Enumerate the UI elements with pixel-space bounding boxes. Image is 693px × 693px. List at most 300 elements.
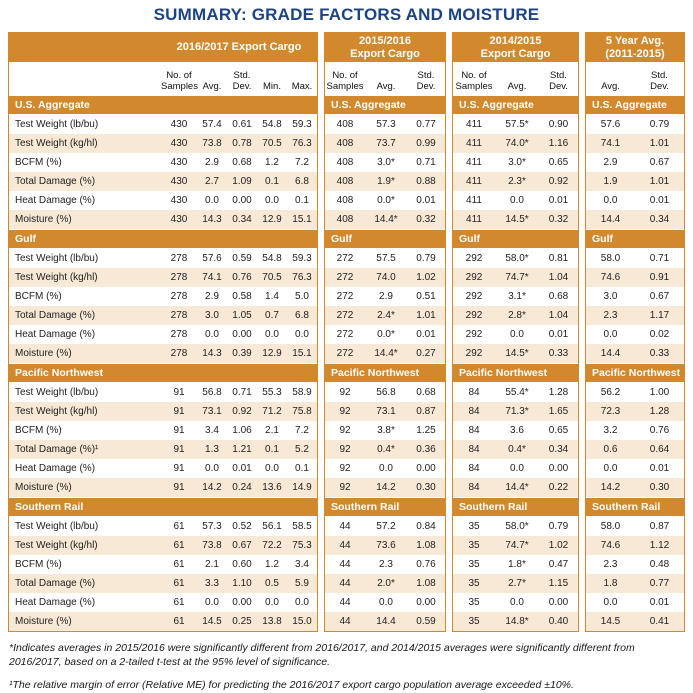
data-cell: 0.00 xyxy=(232,329,252,340)
data-cell: 2.3* xyxy=(508,176,526,187)
data-cell: 74.0* xyxy=(505,138,529,149)
data-cell: 0.60 xyxy=(232,559,252,570)
data-cell: 12.9 xyxy=(262,214,282,225)
table-row xyxy=(325,459,445,478)
data-cell: 0.40 xyxy=(548,616,569,627)
table-row xyxy=(325,421,445,440)
data-cell: 35 xyxy=(468,616,480,627)
data-cell: 0.64 xyxy=(649,444,670,455)
group-header-line: 2015/2016 xyxy=(359,34,411,47)
data-cell: 0.92 xyxy=(548,176,569,187)
data-cell: 1.17 xyxy=(649,310,670,321)
data-cell: 1.09 xyxy=(232,176,252,187)
row-label: Test Weight (kg/hl) xyxy=(15,138,98,149)
data-cell: 1.9* xyxy=(377,176,395,187)
data-cell: 0.61 xyxy=(232,119,252,130)
column-header-line: Avg. xyxy=(507,80,527,92)
table-row xyxy=(586,536,684,555)
data-cell: 0.0 xyxy=(295,329,309,340)
data-cell: 2.3 xyxy=(603,559,618,570)
data-cell: 1.16 xyxy=(548,138,569,149)
data-cell: 0.92 xyxy=(232,406,252,417)
table-row xyxy=(9,593,317,612)
section-header: U.S. Aggregate xyxy=(453,95,578,115)
column-header xyxy=(453,71,495,95)
data-cell: 73.8 xyxy=(202,540,222,551)
data-cell: 14.4 xyxy=(600,348,621,359)
data-cell: 1.28 xyxy=(548,387,569,398)
row-label: Test Weight (lb/bu) xyxy=(15,521,99,532)
data-cell: 74.7* xyxy=(505,272,529,283)
data-cell: 15.0 xyxy=(292,616,312,627)
table-row xyxy=(586,153,684,172)
table-row xyxy=(325,268,445,287)
data-cell: 56.8 xyxy=(376,387,396,398)
data-cell: 44 xyxy=(339,616,351,627)
data-cell: 84 xyxy=(468,444,480,455)
data-cell: 0.01 xyxy=(548,329,569,340)
column-header-line: Dev. xyxy=(549,80,568,92)
data-cell: 0.52 xyxy=(232,521,252,532)
data-cell: 92 xyxy=(339,387,351,398)
data-cell: 0.88 xyxy=(416,176,436,187)
data-cell: 0.59 xyxy=(232,253,252,264)
data-cell: 35 xyxy=(468,559,480,570)
data-cell: 0.81 xyxy=(548,253,569,264)
data-cell: 0.00 xyxy=(416,463,436,474)
table-row xyxy=(586,287,684,306)
row-label: Total Damage (%)¹ xyxy=(15,444,99,455)
table-row xyxy=(586,210,684,229)
data-cell: 14.2 xyxy=(376,482,396,493)
data-cell: 0.77 xyxy=(649,578,670,589)
section-header: U.S. Aggregate xyxy=(325,95,445,115)
data-cell: 1.05 xyxy=(232,310,252,321)
row-label: Test Weight (kg/hl) xyxy=(15,406,98,417)
data-cell: 0.0 xyxy=(379,597,393,608)
column-header-line: Dev. xyxy=(416,80,436,92)
data-cell: 0.67 xyxy=(232,540,252,551)
table-row xyxy=(453,153,578,172)
table-row xyxy=(586,574,684,593)
data-cell: 0.78 xyxy=(232,138,252,149)
data-cell: 1.12 xyxy=(649,540,670,551)
data-cell: 0.4* xyxy=(377,444,395,455)
data-cell: 1.01 xyxy=(649,176,670,187)
column-header-line: Samples xyxy=(455,80,493,92)
data-cell: 3.6 xyxy=(510,425,524,436)
group-header-line: Export Cargo xyxy=(480,47,551,60)
data-cell: 1.28 xyxy=(649,406,670,417)
section-header: Gulf xyxy=(9,229,317,249)
table-row xyxy=(325,249,445,268)
data-cell: 0.02 xyxy=(649,329,670,340)
data-cell: 92 xyxy=(339,406,351,417)
data-cell: 0.0 xyxy=(510,195,524,206)
data-cell: 0.87 xyxy=(416,406,436,417)
data-cell: 14.3 xyxy=(202,214,222,225)
data-cell: 1.10 xyxy=(232,578,252,589)
data-cell: 408 xyxy=(336,176,354,187)
data-cell: 0.33 xyxy=(649,348,670,359)
data-cell: 0.5 xyxy=(265,578,279,589)
data-cell: 0.30 xyxy=(416,482,436,493)
data-cell: 35 xyxy=(468,597,480,608)
data-cell: 0.01 xyxy=(649,597,670,608)
data-cell: 6.8 xyxy=(295,310,309,321)
footnote-relative-me: ¹The relative margin of error (Relative ME) for predicting the 2016/2017 export cargo population average exceeded ±10%. xyxy=(9,679,574,692)
table-row xyxy=(453,440,578,459)
data-cell: 73.6 xyxy=(376,540,396,551)
column-header xyxy=(227,71,257,95)
data-cell: 0.01 xyxy=(232,463,252,474)
row-label: Moisture (%) xyxy=(15,214,72,225)
data-cell: 0.00 xyxy=(232,195,252,206)
data-cell: 0.34 xyxy=(548,444,569,455)
row-label: Heat Damage (%) xyxy=(15,597,96,608)
data-cell: 0.0 xyxy=(510,597,524,608)
data-cell: 0.90 xyxy=(548,119,569,130)
data-cell: 91 xyxy=(173,463,185,474)
data-cell: 272 xyxy=(336,310,354,321)
data-cell: 54.8 xyxy=(262,253,282,264)
data-cell: 0.00 xyxy=(416,597,436,608)
data-cell: 0.36 xyxy=(416,444,436,455)
row-label: Test Weight (lb/bu) xyxy=(15,387,99,398)
table-row xyxy=(9,325,317,344)
data-cell: 430 xyxy=(170,157,188,168)
data-cell: 0.34 xyxy=(232,214,252,225)
data-cell: 58.0* xyxy=(505,253,529,264)
data-cell: 408 xyxy=(336,138,354,149)
data-cell: 59.3 xyxy=(292,119,312,130)
column-header xyxy=(197,82,227,96)
data-cell: 0.7 xyxy=(265,310,279,321)
data-cell: 0.76 xyxy=(416,559,436,570)
section-header: Southern Rail xyxy=(453,497,578,517)
row-label-column-spacer xyxy=(9,92,161,95)
data-cell: 0.6 xyxy=(603,444,618,455)
data-cell: 0.79 xyxy=(649,119,670,130)
table-row xyxy=(453,249,578,268)
data-cell: 0.01 xyxy=(548,195,569,206)
table-row xyxy=(325,344,445,363)
table-row xyxy=(9,555,317,574)
data-cell: 0.39 xyxy=(232,348,252,359)
data-cell: 292 xyxy=(465,329,483,340)
data-cell: 73.1 xyxy=(376,406,396,417)
data-cell: 0.30 xyxy=(649,482,670,493)
data-cell: 3.3 xyxy=(205,578,219,589)
table-row xyxy=(453,574,578,593)
data-cell: 0.0 xyxy=(603,463,618,474)
table-row xyxy=(325,555,445,574)
table-row xyxy=(9,459,317,478)
data-cell: 91 xyxy=(173,406,185,417)
data-cell: 74.7* xyxy=(505,540,529,551)
group-header-line: 2014/2015 xyxy=(489,34,542,47)
data-cell: 1.01 xyxy=(416,310,436,321)
section-header: U.S. Aggregate xyxy=(9,95,317,115)
column-header-line: Std. xyxy=(233,70,251,81)
table-row xyxy=(9,517,317,536)
row-label: Test Weight (kg/hl) xyxy=(15,272,98,283)
table-row xyxy=(325,210,445,229)
table-row xyxy=(9,612,317,631)
column-header xyxy=(635,71,684,95)
column-header-line: Dev. xyxy=(232,80,252,92)
data-cell: 71.2 xyxy=(262,406,282,417)
data-cell: 15.1 xyxy=(292,348,312,359)
column-header-line: Avg. xyxy=(601,80,620,92)
row-label: BCFM (%) xyxy=(15,425,62,436)
data-cell: 278 xyxy=(170,272,188,283)
table-row xyxy=(325,306,445,325)
table-row xyxy=(325,153,445,172)
data-cell: 58.9 xyxy=(292,387,312,398)
data-cell: 75.3 xyxy=(292,540,312,551)
data-cell: 1.3 xyxy=(205,444,219,455)
table-row xyxy=(453,612,578,631)
data-cell: 272 xyxy=(336,272,354,283)
row-label: BCFM (%) xyxy=(15,291,62,302)
data-cell: 1.01 xyxy=(649,138,670,149)
data-cell: 92 xyxy=(339,444,351,455)
column-header-line: No. of xyxy=(166,70,192,81)
table-row xyxy=(586,517,684,536)
table-row xyxy=(325,440,445,459)
data-cell: 12.9 xyxy=(262,348,282,359)
section-header: Pacific Northwest xyxy=(9,363,317,383)
data-cell: 278 xyxy=(170,253,188,264)
table-row xyxy=(453,421,578,440)
table-row xyxy=(9,115,317,134)
data-cell: 0.87 xyxy=(649,521,670,532)
table-row xyxy=(9,268,317,287)
data-cell: 2.3 xyxy=(379,559,393,570)
table-row xyxy=(586,402,684,421)
data-cell: 84 xyxy=(468,463,480,474)
data-cell: 1.8* xyxy=(508,559,526,570)
group-header-banner xyxy=(586,33,684,62)
table-group-2 xyxy=(324,32,446,632)
table-row xyxy=(586,134,684,153)
data-cell: 430 xyxy=(170,176,188,187)
table-row xyxy=(9,478,317,497)
data-cell: 3.4 xyxy=(205,425,219,436)
data-cell: 1.15 xyxy=(548,578,569,589)
table-row xyxy=(586,459,684,478)
data-cell: 14.4 xyxy=(376,616,396,627)
column-header-line: Samples xyxy=(161,80,198,92)
table-row xyxy=(9,421,317,440)
group-header-line: 5 Year Avg. xyxy=(605,34,665,47)
data-cell: 74.1 xyxy=(202,272,222,283)
data-cell: 0.51 xyxy=(416,291,436,302)
data-cell: 0.0 xyxy=(603,195,618,206)
data-cell: 13.6 xyxy=(262,482,282,493)
data-cell: 61 xyxy=(173,559,185,570)
data-cell: 272 xyxy=(336,291,354,302)
data-cell: 0.27 xyxy=(416,348,436,359)
table-row xyxy=(586,612,684,631)
data-cell: 55.3 xyxy=(262,387,282,398)
table-row xyxy=(586,115,684,134)
data-cell: 57.6 xyxy=(202,253,222,264)
row-label: BCFM (%) xyxy=(15,559,62,570)
data-cell: 2.0* xyxy=(377,578,395,589)
data-cell: 14.5 xyxy=(600,616,621,627)
data-cell: 0.4* xyxy=(508,444,526,455)
data-cell: 5.9 xyxy=(295,578,309,589)
data-cell: 0.0 xyxy=(205,463,219,474)
table-group-1 xyxy=(8,32,318,632)
data-cell: 0.34 xyxy=(649,214,670,225)
table-row xyxy=(453,402,578,421)
data-cell: 14.5* xyxy=(505,214,529,225)
column-header-row xyxy=(325,62,445,95)
data-cell: 73.1 xyxy=(202,406,222,417)
data-cell: 74.1 xyxy=(600,138,621,149)
table-row xyxy=(9,172,317,191)
section-header: Southern Rail xyxy=(9,497,317,517)
table-row xyxy=(325,612,445,631)
data-cell: 35 xyxy=(468,540,480,551)
table-row xyxy=(586,593,684,612)
table-row xyxy=(453,593,578,612)
table-row xyxy=(9,440,317,459)
data-cell: 35 xyxy=(468,521,480,532)
column-header xyxy=(495,82,539,96)
column-header xyxy=(257,82,287,96)
data-cell: 0.65 xyxy=(548,425,569,436)
table-group-3 xyxy=(452,32,579,632)
table-row xyxy=(453,191,578,210)
data-cell: 3.0 xyxy=(205,310,219,321)
data-cell: 0.68 xyxy=(548,291,569,302)
data-cell: 411 xyxy=(466,176,482,187)
data-cell: 73.7 xyxy=(376,138,396,149)
data-cell: 1.08 xyxy=(416,540,436,551)
table-row xyxy=(586,421,684,440)
section-header: Pacific Northwest xyxy=(586,363,684,383)
data-cell: 1.06 xyxy=(232,425,252,436)
table-row xyxy=(586,306,684,325)
data-cell: 0.59 xyxy=(416,616,436,627)
table-row xyxy=(453,325,578,344)
data-cell: 278 xyxy=(170,329,188,340)
table-row xyxy=(325,191,445,210)
data-cell: 272 xyxy=(336,329,354,340)
table-row xyxy=(325,402,445,421)
data-cell: 1.02 xyxy=(416,272,436,283)
column-header-line: No. of xyxy=(332,70,358,81)
data-cell: 0.71 xyxy=(416,157,436,168)
section-header: Gulf xyxy=(325,229,445,249)
table-row xyxy=(325,134,445,153)
table-row xyxy=(9,383,317,402)
summary-tables xyxy=(0,25,693,632)
data-cell: 44 xyxy=(339,578,351,589)
data-cell: 44 xyxy=(339,521,351,532)
data-cell: 58.0 xyxy=(600,521,621,532)
data-cell: 1.8 xyxy=(603,578,618,589)
data-cell: 3.8* xyxy=(377,425,395,436)
data-cell: 272 xyxy=(336,253,354,264)
data-cell: 0.00 xyxy=(548,463,569,474)
column-header xyxy=(325,71,365,95)
table-row xyxy=(453,210,578,229)
data-cell: 0.01 xyxy=(649,195,670,206)
table-row xyxy=(9,287,317,306)
data-cell: 0.0* xyxy=(377,195,395,206)
data-cell: 61 xyxy=(173,578,185,589)
table-row xyxy=(325,383,445,402)
data-cell: 57.2 xyxy=(376,521,396,532)
table-row xyxy=(453,115,578,134)
column-header xyxy=(161,71,197,95)
column-header-line: Std. xyxy=(651,70,668,81)
data-cell: 14.9 xyxy=(292,482,312,493)
data-cell: 84 xyxy=(468,425,480,436)
row-label: Test Weight (lb/bu) xyxy=(15,119,99,130)
data-cell: 76.3 xyxy=(292,272,312,283)
row-label: Test Weight (kg/hl) xyxy=(15,540,98,551)
column-header xyxy=(365,82,407,96)
data-cell: 1.21 xyxy=(232,444,252,455)
table-group-4 xyxy=(585,32,685,632)
data-cell: 292 xyxy=(465,310,483,321)
data-cell: 13.8 xyxy=(262,616,282,627)
table-row xyxy=(325,517,445,536)
data-cell: 0.67 xyxy=(649,157,670,168)
data-cell: 0.67 xyxy=(649,291,670,302)
data-cell: 1.04 xyxy=(548,272,569,283)
data-cell: 272 xyxy=(336,348,354,359)
section-header: Southern Rail xyxy=(586,497,684,517)
data-cell: 292 xyxy=(465,348,483,359)
table-row xyxy=(586,440,684,459)
section-header: Gulf xyxy=(453,229,578,249)
data-cell: 0.84 xyxy=(416,521,436,532)
page-title: SUMMARY: GRADE FACTORS AND MOISTURE xyxy=(153,5,540,24)
data-cell: 74.0 xyxy=(376,272,396,283)
data-cell: 0.41 xyxy=(649,616,670,627)
table-row xyxy=(325,287,445,306)
data-cell: 55.4* xyxy=(505,387,529,398)
data-cell: 408 xyxy=(336,119,354,130)
data-cell: 84 xyxy=(468,406,480,417)
data-cell: 0.0 xyxy=(603,329,618,340)
data-cell: 0.99 xyxy=(416,138,436,149)
data-cell: 91 xyxy=(173,387,185,398)
table-row xyxy=(453,383,578,402)
section-header: U.S. Aggregate xyxy=(586,95,684,115)
data-cell: 0.1 xyxy=(295,463,309,474)
table-row xyxy=(453,287,578,306)
table-row xyxy=(453,555,578,574)
data-cell: 14.2 xyxy=(600,482,621,493)
row-label: Moisture (%) xyxy=(15,616,72,627)
table-row xyxy=(9,306,317,325)
data-cell: 58.0 xyxy=(600,253,621,264)
data-cell: 3.2 xyxy=(603,425,618,436)
data-cell: 57.3 xyxy=(202,521,222,532)
table-row xyxy=(9,574,317,593)
table-row xyxy=(586,325,684,344)
data-cell: 91 xyxy=(173,444,185,455)
data-cell: 75.8 xyxy=(292,406,312,417)
